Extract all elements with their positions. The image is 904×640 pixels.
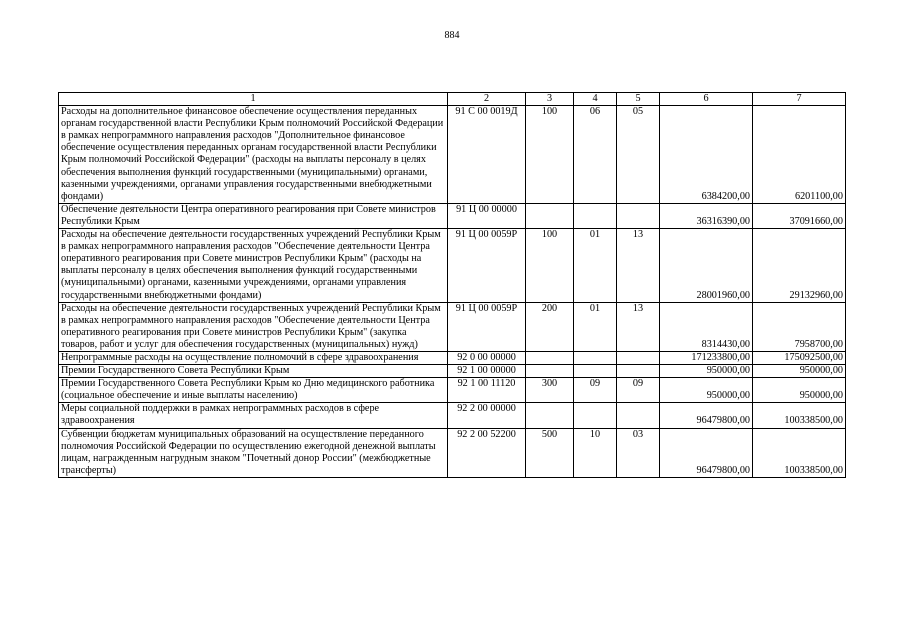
section-code: 01 (574, 229, 617, 303)
budget-table (58, 92, 846, 478)
subsection-code (617, 403, 660, 428)
page-number: 884 (444, 30, 460, 41)
expense-name: Расходы на обеспечение деятельности государственных учреждений Республики Крым в рамках непрограммного направления расходов "Обеспечение деятельности Центра оперативного реагирования при Совете министров Республики Крым" (расходы на выплаты персоналу в целях обеспечения выполнения функций государственными (муниципальными) органами, казенными учреждениями, органами управления государственными внебюджетными фондами) (59, 229, 448, 303)
column-number: 2 (448, 93, 526, 106)
amount-col-7: 950000,00 (753, 365, 846, 378)
table-row (59, 428, 846, 477)
amount-col-6: 6384200,00 (660, 106, 753, 204)
amount-col-6: 950000,00 (660, 365, 753, 378)
column-number: 6 (660, 93, 753, 106)
target-article-code: 91 Ц 00 0059Р (448, 229, 526, 303)
subsection-code: 09 (617, 378, 660, 403)
subsection-code: 13 (617, 229, 660, 303)
subsection-code (617, 351, 660, 364)
subsection-code: 05 (617, 106, 660, 204)
expense-name: Премии Государственного Совета Республики Крым (59, 365, 448, 378)
amount-col-7: 29132960,00 (753, 229, 846, 303)
section-code (574, 203, 617, 228)
amount-col-7: 100338500,00 (753, 428, 846, 477)
expense-name: Меры социальной поддержки в рамках непрограммных расходов в сфере здравоохранения (59, 403, 448, 428)
column-number-row (59, 93, 846, 106)
expense-type-code: 300 (526, 378, 574, 403)
amount-col-6: 171233800,00 (660, 351, 753, 364)
amount-col-7: 6201100,00 (753, 106, 846, 204)
expense-type-code (526, 403, 574, 428)
expense-type-code (526, 351, 574, 364)
target-article-code: 92 0 00 00000 (448, 351, 526, 364)
table-row (59, 106, 846, 204)
amount-col-7: 950000,00 (753, 378, 846, 403)
expense-name: Субвенции бюджетам муниципальных образований на осуществление переданного полномочия Российской Федерации по осуществлению ежегодной денежной выплаты лицам, награжденным нагрудным знаком "Почетный донор России" (межбюджетные трансферты) (59, 428, 448, 477)
target-article-code: 91 С 00 0019Д (448, 106, 526, 204)
amount-col-7: 7958700,00 (753, 302, 846, 351)
section-code (574, 403, 617, 428)
expense-name: Обеспечение деятельности Центра оперативного реагирования при Совете министров Республики Крым (59, 203, 448, 228)
subsection-code (617, 365, 660, 378)
subsection-code (617, 203, 660, 228)
table-row (59, 365, 846, 378)
column-number: 1 (59, 93, 448, 106)
amount-col-6: 96479800,00 (660, 403, 753, 428)
expense-type-code: 200 (526, 302, 574, 351)
expense-type-code (526, 365, 574, 378)
target-article-code: 92 2 00 52200 (448, 428, 526, 477)
expense-name: Премии Государственного Совета Республики Крым ко Дню медицинского работника (социальное обеспечение и иные выплаты населению) (59, 378, 448, 403)
target-article-code: 91 Ц 00 00000 (448, 203, 526, 228)
column-number: 7 (753, 93, 846, 106)
expense-name: Расходы на обеспечение деятельности государственных учреждений Республики Крым в рамках непрограммного направления расходов "Обеспечение деятельности Центра оперативного реагирования при Совете министров Республики Крым" (закупка товаров, работ и услуг для обеспечения государственных (муниципальных) нужд) (59, 302, 448, 351)
amount-col-6: 28001960,00 (660, 229, 753, 303)
amount-col-7: 175092500,00 (753, 351, 846, 364)
section-code: 10 (574, 428, 617, 477)
table-row (59, 378, 846, 403)
target-article-code: 92 1 00 00000 (448, 365, 526, 378)
column-number: 4 (574, 93, 617, 106)
target-article-code: 91 Ц 00 0059Р (448, 302, 526, 351)
table-row (59, 403, 846, 428)
expense-name: Непрограммные расходы на осуществление полномочий в сфере здравоохранения (59, 351, 448, 364)
amount-col-6: 950000,00 (660, 378, 753, 403)
expense-type-code: 100 (526, 229, 574, 303)
amount-col-7: 100338500,00 (753, 403, 846, 428)
subsection-code: 03 (617, 428, 660, 477)
expense-type-code: 100 (526, 106, 574, 204)
section-code: 06 (574, 106, 617, 204)
subsection-code: 13 (617, 302, 660, 351)
column-number: 5 (617, 93, 660, 106)
amount-col-7: 37091660,00 (753, 203, 846, 228)
target-article-code: 92 2 00 00000 (448, 403, 526, 428)
column-number: 3 (526, 93, 574, 106)
amount-col-6: 96479800,00 (660, 428, 753, 477)
amount-col-6: 36316390,00 (660, 203, 753, 228)
target-article-code: 92 1 00 11120 (448, 378, 526, 403)
section-code (574, 365, 617, 378)
table-row (59, 203, 846, 228)
section-code: 09 (574, 378, 617, 403)
table-row (59, 351, 846, 364)
section-code: 01 (574, 302, 617, 351)
expense-type-code (526, 203, 574, 228)
amount-col-6: 8314430,00 (660, 302, 753, 351)
table-row (59, 302, 846, 351)
expense-name: Расходы на дополнительное финансовое обеспечение осуществления переданных органам государственной власти Республики Крым полномочий Российской Федерации в рамках непрограммного направления расходов "Дополнительное финансовое обеспечение осуществления переданных органам государственной власти Республики Крым полномочий Российской Федерации" (расходы на выплаты персоналу в целях обеспечения выполнения функций государственными (муниципальными) органами, казенными учреждениями, органами управления государственными внебюджетными фондами) (59, 106, 448, 204)
expense-type-code: 500 (526, 428, 574, 477)
table-row (59, 229, 846, 303)
section-code (574, 351, 617, 364)
